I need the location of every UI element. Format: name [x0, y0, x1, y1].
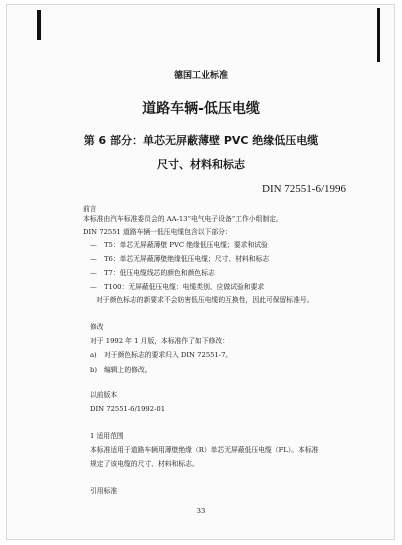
document-number: DIN 72551-6/1996: [262, 183, 347, 195]
revision-heading: 修改: [90, 323, 104, 331]
part-list-item: [90, 269, 215, 277]
document-subtitle: 第 6 部分：单芯无屏蔽薄壁 PVC 绝缘低压电缆: [83, 134, 319, 147]
item-text: 对于颜色标志的要求归入 DIN 72551-7。: [104, 351, 233, 359]
previous-edition-heading: 以前版本: [90, 391, 118, 399]
part-list-item: [90, 283, 264, 291]
preface-line: 本标准由汽车标准委员会的 AA-13“电气电子设备”工作小组制定。: [83, 215, 283, 223]
revision-item: [90, 366, 152, 374]
part-text: T6：单芯无屏蔽薄壁绝缘低压电缆；尺寸、材料和标志: [104, 255, 270, 263]
part-list-item: [90, 255, 269, 263]
preface-note: 对于颜色标志的新要求不会妨害低压电缆的互换性，因此可保留标准号。: [96, 296, 314, 304]
document-subtitle: 尺寸、材料和标志: [157, 158, 245, 171]
dash-marker: —: [90, 255, 97, 263]
standard-header: 德国工业标准: [173, 71, 228, 81]
revision-item: [90, 351, 232, 359]
references-heading: 引用标准: [90, 487, 118, 495]
document-title: 道路车辆-低压电缆: [142, 101, 260, 117]
dash-marker: —: [90, 269, 97, 277]
part-text: T7：低压电缆线芯的颜色和颜色标志: [104, 269, 215, 277]
part-text: T5：单芯无屏蔽薄壁 PVC 绝缘低压电缆；要求和试验: [104, 241, 268, 249]
scope-line: 本标准适用于道路车辆用薄壁绝缘（R）单芯无屏蔽低压电缆（FL）。本标准: [90, 446, 319, 454]
part-list-item: [90, 241, 268, 249]
item-text: 编辑上的修改。: [104, 366, 152, 374]
part-text: T100：无屏蔽低压电缆：电缆类别、应做试验和要求: [104, 283, 265, 291]
preface-heading: 前言: [83, 205, 97, 213]
dash-marker: —: [90, 241, 97, 249]
page-number: 33: [196, 507, 206, 515]
scope-line: 规定了该电缆的尺寸、材料和标志。: [90, 460, 199, 468]
revision-intro: 对于 1992 年 1 月版，本标准作了如下修改：: [90, 337, 230, 345]
item-marker: b): [90, 366, 98, 374]
dash-marker: —: [90, 283, 97, 291]
preface-line: DIN 72551 道路车辆一低压电缆包含以下部分：: [83, 228, 232, 236]
item-marker: a): [90, 351, 97, 359]
scope-heading: 1 适用范围: [90, 432, 124, 440]
previous-edition-value: DIN 72551-6/1992-01: [90, 405, 166, 413]
